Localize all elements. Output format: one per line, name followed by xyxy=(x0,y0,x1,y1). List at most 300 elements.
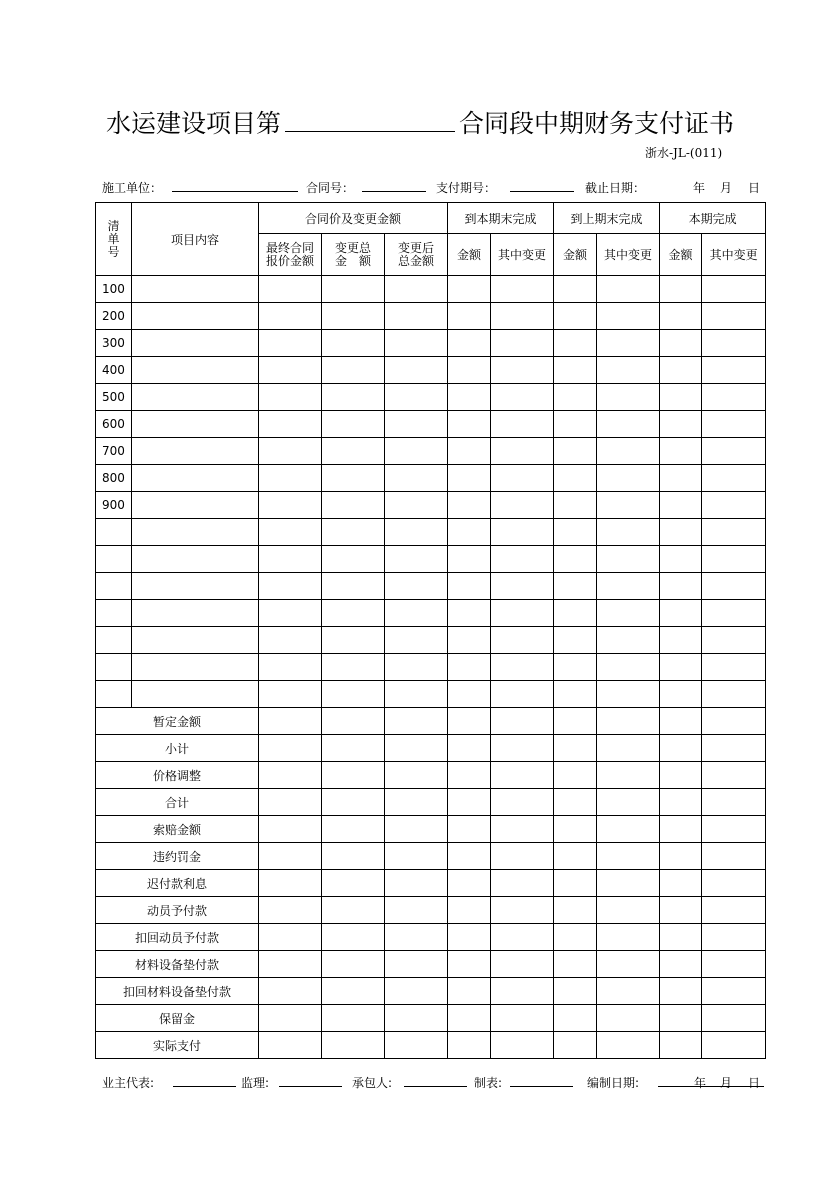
amount-cell[interactable] xyxy=(702,708,766,735)
amount-cell[interactable] xyxy=(259,1005,322,1032)
amount-cell[interactable] xyxy=(259,330,322,357)
amount-cell[interactable] xyxy=(660,546,702,573)
amount-cell[interactable] xyxy=(259,924,322,951)
amount-cell[interactable] xyxy=(554,465,597,492)
amount-cell[interactable] xyxy=(259,870,322,897)
amount-cell[interactable] xyxy=(660,276,702,303)
amount-cell[interactable] xyxy=(554,789,597,816)
amount-cell[interactable] xyxy=(385,951,448,978)
item-content-cell[interactable] xyxy=(132,357,259,384)
amount-cell[interactable] xyxy=(554,519,597,546)
amount-cell[interactable] xyxy=(322,816,385,843)
amount-cell[interactable] xyxy=(322,303,385,330)
col-item-no-header xyxy=(96,203,132,276)
summary-row xyxy=(96,708,766,735)
amount-cell[interactable] xyxy=(448,924,491,951)
amount-cell[interactable] xyxy=(597,978,660,1005)
amount-cell[interactable] xyxy=(385,681,448,708)
amount-cell[interactable] xyxy=(660,870,702,897)
item-content-cell[interactable] xyxy=(132,330,259,357)
amount-cell[interactable] xyxy=(660,465,702,492)
amount-cell[interactable] xyxy=(385,411,448,438)
amount-cell[interactable] xyxy=(702,789,766,816)
amount-cell[interactable] xyxy=(597,870,660,897)
amount-cell[interactable] xyxy=(322,357,385,384)
amount-cell[interactable] xyxy=(660,573,702,600)
amount-cell[interactable] xyxy=(448,1032,491,1059)
amount-cell[interactable] xyxy=(554,924,597,951)
amount-cell[interactable] xyxy=(554,870,597,897)
amount-cell[interactable] xyxy=(597,762,660,789)
amount-cell[interactable] xyxy=(554,816,597,843)
amount-cell[interactable] xyxy=(259,438,322,465)
amount-cell[interactable] xyxy=(385,843,448,870)
prepared-by-field[interactable] xyxy=(510,1074,573,1087)
amount-cell[interactable] xyxy=(322,897,385,924)
amount-cell[interactable] xyxy=(597,708,660,735)
amount-cell[interactable] xyxy=(554,951,597,978)
sub-after-change-line1: 变更后 xyxy=(398,240,435,255)
amount-cell[interactable] xyxy=(702,1005,766,1032)
amount-cell[interactable] xyxy=(491,276,554,303)
amount-cell[interactable] xyxy=(554,276,597,303)
amount-cell[interactable] xyxy=(702,870,766,897)
amount-cell[interactable] xyxy=(660,789,702,816)
amount-cell[interactable] xyxy=(597,924,660,951)
amount-cell[interactable] xyxy=(491,1005,554,1032)
amount-cell[interactable] xyxy=(702,492,766,519)
amount-cell[interactable] xyxy=(491,735,554,762)
amount-cell[interactable] xyxy=(660,978,702,1005)
amount-cell[interactable] xyxy=(259,978,322,1005)
amount-cell[interactable] xyxy=(259,492,322,519)
amount-cell[interactable] xyxy=(702,465,766,492)
amount-cell[interactable] xyxy=(448,546,491,573)
amount-cell[interactable] xyxy=(259,357,322,384)
amount-cell[interactable] xyxy=(491,600,554,627)
item-content-cell[interactable] xyxy=(132,546,259,573)
amount-cell[interactable] xyxy=(322,492,385,519)
amount-cell[interactable] xyxy=(702,816,766,843)
sub-change-total xyxy=(322,234,385,276)
amount-cell[interactable] xyxy=(448,708,491,735)
amount-cell[interactable] xyxy=(259,951,322,978)
amount-cell[interactable] xyxy=(448,843,491,870)
amount-cell[interactable] xyxy=(491,546,554,573)
amount-cell[interactable] xyxy=(448,411,491,438)
amount-cell[interactable] xyxy=(322,465,385,492)
amount-cell[interactable] xyxy=(660,843,702,870)
amount-cell[interactable] xyxy=(259,789,322,816)
amount-cell[interactable] xyxy=(259,573,322,600)
amount-cell[interactable] xyxy=(448,573,491,600)
amount-cell[interactable] xyxy=(385,627,448,654)
amount-cell[interactable] xyxy=(660,654,702,681)
item-content-cell[interactable] xyxy=(132,411,259,438)
amount-cell[interactable] xyxy=(660,951,702,978)
amount-cell[interactable] xyxy=(385,357,448,384)
item-no-cell: 400 xyxy=(96,357,132,384)
amount-cell[interactable] xyxy=(385,303,448,330)
amount-cell[interactable] xyxy=(554,897,597,924)
amount-cell[interactable] xyxy=(702,924,766,951)
item-content-cell[interactable] xyxy=(132,276,259,303)
amount-cell[interactable] xyxy=(660,384,702,411)
cutoff-month: 月 xyxy=(720,181,733,195)
amount-cell[interactable] xyxy=(322,1032,385,1059)
amount-cell[interactable] xyxy=(660,708,702,735)
amount-cell[interactable] xyxy=(702,276,766,303)
amount-cell[interactable] xyxy=(702,978,766,1005)
amount-cell[interactable] xyxy=(259,816,322,843)
amount-cell[interactable] xyxy=(660,1005,702,1032)
amount-cell[interactable] xyxy=(385,978,448,1005)
amount-cell[interactable] xyxy=(259,708,322,735)
amount-cell[interactable] xyxy=(597,411,660,438)
amount-cell[interactable] xyxy=(702,951,766,978)
amount-cell[interactable] xyxy=(385,789,448,816)
amount-cell[interactable] xyxy=(491,654,554,681)
item-content-cell[interactable] xyxy=(132,627,259,654)
amount-cell[interactable] xyxy=(322,951,385,978)
amount-cell[interactable] xyxy=(322,654,385,681)
amount-cell[interactable] xyxy=(448,681,491,708)
item-content-cell[interactable] xyxy=(132,465,259,492)
amount-cell[interactable] xyxy=(448,762,491,789)
amount-cell[interactable] xyxy=(385,573,448,600)
amount-cell[interactable] xyxy=(491,573,554,600)
amount-cell[interactable] xyxy=(322,735,385,762)
amount-cell[interactable] xyxy=(491,870,554,897)
amount-cell[interactable] xyxy=(597,438,660,465)
amount-cell[interactable] xyxy=(660,492,702,519)
amount-cell[interactable] xyxy=(491,924,554,951)
amount-cell[interactable] xyxy=(597,735,660,762)
amount-cell[interactable] xyxy=(491,357,554,384)
amount-cell[interactable] xyxy=(554,573,597,600)
amount-cell[interactable] xyxy=(597,276,660,303)
amount-cell[interactable] xyxy=(259,411,322,438)
amount-cell[interactable] xyxy=(322,1005,385,1032)
amount-cell[interactable] xyxy=(322,843,385,870)
item-content-cell[interactable] xyxy=(132,384,259,411)
amount-cell[interactable] xyxy=(702,762,766,789)
table-row xyxy=(96,276,766,303)
amount-cell[interactable] xyxy=(259,303,322,330)
contractor-field[interactable] xyxy=(172,179,298,192)
amount-cell[interactable] xyxy=(385,465,448,492)
amount-cell[interactable] xyxy=(448,492,491,519)
amount-cell[interactable] xyxy=(322,627,385,654)
amount-cell[interactable] xyxy=(448,627,491,654)
amount-cell[interactable] xyxy=(491,438,554,465)
amount-cell[interactable] xyxy=(448,330,491,357)
item-content-cell[interactable] xyxy=(132,600,259,627)
amount-cell[interactable] xyxy=(322,870,385,897)
amount-cell[interactable] xyxy=(491,978,554,1005)
amount-cell[interactable] xyxy=(259,681,322,708)
amount-cell[interactable] xyxy=(491,519,554,546)
amount-cell[interactable] xyxy=(322,708,385,735)
amount-cell[interactable] xyxy=(322,978,385,1005)
amount-cell[interactable] xyxy=(259,735,322,762)
amount-cell[interactable] xyxy=(597,951,660,978)
amount-cell[interactable] xyxy=(322,600,385,627)
amount-cell[interactable] xyxy=(597,519,660,546)
amount-cell[interactable] xyxy=(385,870,448,897)
amount-cell[interactable] xyxy=(597,492,660,519)
amount-cell[interactable] xyxy=(385,762,448,789)
amount-cell[interactable] xyxy=(597,465,660,492)
amount-cell[interactable] xyxy=(660,330,702,357)
amount-cell[interactable] xyxy=(702,600,766,627)
item-content-cell[interactable] xyxy=(132,654,259,681)
amount-cell[interactable] xyxy=(554,330,597,357)
amount-cell[interactable] xyxy=(554,438,597,465)
amount-cell[interactable] xyxy=(448,816,491,843)
amount-cell[interactable] xyxy=(660,600,702,627)
amount-cell[interactable] xyxy=(597,384,660,411)
amount-cell[interactable] xyxy=(702,330,766,357)
amount-cell[interactable] xyxy=(448,438,491,465)
amount-cell[interactable] xyxy=(554,735,597,762)
amount-cell[interactable] xyxy=(554,762,597,789)
amount-cell[interactable] xyxy=(385,897,448,924)
amount-cell[interactable] xyxy=(554,411,597,438)
amount-cell[interactable] xyxy=(554,384,597,411)
amount-cell[interactable] xyxy=(322,276,385,303)
contractor-sign-field[interactable] xyxy=(404,1074,467,1087)
amount-cell[interactable] xyxy=(660,627,702,654)
supervisor-field[interactable] xyxy=(279,1074,342,1087)
amount-cell[interactable] xyxy=(660,411,702,438)
amount-cell[interactable] xyxy=(448,789,491,816)
amount-cell[interactable] xyxy=(554,843,597,870)
amount-cell[interactable] xyxy=(259,762,322,789)
amount-cell[interactable] xyxy=(660,519,702,546)
amount-cell[interactable] xyxy=(554,303,597,330)
amount-cell[interactable] xyxy=(702,654,766,681)
amount-cell[interactable] xyxy=(385,708,448,735)
amount-cell[interactable] xyxy=(259,465,322,492)
table-row xyxy=(96,384,766,411)
amount-cell[interactable] xyxy=(597,573,660,600)
amount-cell[interactable] xyxy=(702,681,766,708)
amount-cell[interactable] xyxy=(448,1005,491,1032)
amount-cell[interactable] xyxy=(491,1032,554,1059)
amount-cell[interactable] xyxy=(660,924,702,951)
amount-cell[interactable] xyxy=(259,1032,322,1059)
amount-cell[interactable] xyxy=(385,492,448,519)
amount-cell[interactable] xyxy=(491,492,554,519)
amount-cell[interactable] xyxy=(702,627,766,654)
amount-cell[interactable] xyxy=(448,600,491,627)
amount-cell[interactable] xyxy=(554,492,597,519)
amount-cell[interactable] xyxy=(448,951,491,978)
amount-cell[interactable] xyxy=(491,303,554,330)
amount-cell[interactable] xyxy=(554,546,597,573)
amount-cell[interactable] xyxy=(660,681,702,708)
amount-cell[interactable] xyxy=(385,384,448,411)
amount-cell[interactable] xyxy=(448,978,491,1005)
amount-cell[interactable] xyxy=(491,681,554,708)
amount-cell[interactable] xyxy=(491,465,554,492)
amount-cell[interactable] xyxy=(554,1032,597,1059)
item-content-cell[interactable] xyxy=(132,681,259,708)
item-content-cell[interactable] xyxy=(132,519,259,546)
amount-cell[interactable] xyxy=(597,816,660,843)
amount-cell[interactable] xyxy=(597,843,660,870)
amount-cell[interactable] xyxy=(322,924,385,951)
amount-cell[interactable] xyxy=(259,843,322,870)
amount-cell[interactable] xyxy=(554,627,597,654)
amount-cell[interactable] xyxy=(660,762,702,789)
amount-cell[interactable] xyxy=(491,762,554,789)
amount-cell[interactable] xyxy=(491,330,554,357)
amount-cell[interactable] xyxy=(597,1032,660,1059)
amount-cell[interactable] xyxy=(448,357,491,384)
amount-cell[interactable] xyxy=(597,600,660,627)
amount-cell[interactable] xyxy=(448,897,491,924)
amount-cell[interactable] xyxy=(448,870,491,897)
amount-cell[interactable] xyxy=(259,654,322,681)
amount-cell[interactable] xyxy=(385,438,448,465)
amount-cell[interactable] xyxy=(597,681,660,708)
amount-cell[interactable] xyxy=(660,438,702,465)
amount-cell[interactable] xyxy=(491,708,554,735)
amount-cell[interactable] xyxy=(385,654,448,681)
amount-cell[interactable] xyxy=(385,816,448,843)
amount-cell[interactable] xyxy=(259,384,322,411)
table-row xyxy=(96,546,766,573)
amount-cell[interactable] xyxy=(597,654,660,681)
item-content-cell[interactable] xyxy=(132,573,259,600)
prepared-year: 年 xyxy=(694,1076,707,1090)
sub-amount-previous: 金额 xyxy=(554,234,597,276)
amount-cell[interactable] xyxy=(702,843,766,870)
amount-cell[interactable] xyxy=(385,600,448,627)
amount-cell[interactable] xyxy=(554,1005,597,1032)
summary-row xyxy=(96,843,766,870)
amount-cell[interactable] xyxy=(385,1032,448,1059)
amount-cell[interactable] xyxy=(385,330,448,357)
payment-period-field[interactable] xyxy=(510,179,574,192)
summary-label-cell: 索赔金额 xyxy=(96,816,259,843)
amount-cell[interactable] xyxy=(491,843,554,870)
amount-cell[interactable] xyxy=(597,330,660,357)
amount-cell[interactable] xyxy=(597,546,660,573)
item-content-cell[interactable] xyxy=(132,438,259,465)
item-content-cell[interactable] xyxy=(132,492,259,519)
amount-cell[interactable] xyxy=(385,546,448,573)
amount-cell[interactable] xyxy=(660,357,702,384)
amount-cell[interactable] xyxy=(448,384,491,411)
amount-cell[interactable] xyxy=(322,330,385,357)
amount-cell[interactable] xyxy=(702,735,766,762)
amount-cell[interactable] xyxy=(448,735,491,762)
amount-cell[interactable] xyxy=(491,411,554,438)
item-no-cell xyxy=(96,573,132,600)
amount-cell[interactable] xyxy=(660,897,702,924)
amount-cell[interactable] xyxy=(385,519,448,546)
amount-cell[interactable] xyxy=(702,897,766,924)
amount-cell[interactable] xyxy=(597,897,660,924)
amount-cell[interactable] xyxy=(259,519,322,546)
amount-cell[interactable] xyxy=(597,789,660,816)
contract-no-field[interactable] xyxy=(362,179,426,192)
amount-cell[interactable] xyxy=(660,1032,702,1059)
amount-cell[interactable] xyxy=(259,627,322,654)
amount-cell[interactable] xyxy=(322,438,385,465)
amount-cell[interactable] xyxy=(491,384,554,411)
owner-rep-field[interactable] xyxy=(173,1074,236,1087)
amount-cell[interactable] xyxy=(702,384,766,411)
amount-cell[interactable] xyxy=(554,681,597,708)
amount-cell[interactable] xyxy=(554,978,597,1005)
amount-cell[interactable] xyxy=(322,789,385,816)
amount-cell[interactable] xyxy=(554,357,597,384)
amount-cell[interactable] xyxy=(491,951,554,978)
item-content-cell[interactable] xyxy=(132,303,259,330)
amount-cell[interactable] xyxy=(385,276,448,303)
amount-cell[interactable] xyxy=(448,303,491,330)
amount-cell[interactable] xyxy=(385,1005,448,1032)
amount-cell[interactable] xyxy=(491,627,554,654)
summary-label-cell: 暂定金额 xyxy=(96,708,259,735)
amount-cell[interactable] xyxy=(554,654,597,681)
amount-cell[interactable] xyxy=(702,546,766,573)
amount-cell[interactable] xyxy=(491,816,554,843)
amount-cell[interactable] xyxy=(702,357,766,384)
amount-cell[interactable] xyxy=(702,573,766,600)
amount-cell[interactable] xyxy=(597,627,660,654)
amount-cell[interactable] xyxy=(259,897,322,924)
amount-cell[interactable] xyxy=(702,1032,766,1059)
amount-cell[interactable] xyxy=(702,303,766,330)
amount-cell[interactable] xyxy=(448,519,491,546)
amount-cell[interactable] xyxy=(385,924,448,951)
amount-cell[interactable] xyxy=(385,735,448,762)
amount-cell[interactable] xyxy=(554,708,597,735)
amount-cell[interactable] xyxy=(322,546,385,573)
amount-cell[interactable] xyxy=(322,519,385,546)
amount-cell[interactable] xyxy=(702,438,766,465)
amount-cell[interactable] xyxy=(322,762,385,789)
amount-cell[interactable] xyxy=(322,411,385,438)
amount-cell[interactable] xyxy=(597,357,660,384)
amount-cell[interactable] xyxy=(448,276,491,303)
sub-change-current: 其中变更 xyxy=(491,234,554,276)
amount-cell[interactable] xyxy=(448,654,491,681)
amount-cell[interactable] xyxy=(660,735,702,762)
amount-cell[interactable] xyxy=(597,1005,660,1032)
amount-cell[interactable] xyxy=(259,276,322,303)
amount-cell[interactable] xyxy=(322,573,385,600)
amount-cell[interactable] xyxy=(259,546,322,573)
amount-cell[interactable] xyxy=(259,600,322,627)
amount-cell[interactable] xyxy=(702,519,766,546)
amount-cell[interactable] xyxy=(322,681,385,708)
amount-cell[interactable] xyxy=(597,303,660,330)
amount-cell[interactable] xyxy=(554,600,597,627)
amount-cell[interactable] xyxy=(322,384,385,411)
amount-cell[interactable] xyxy=(491,789,554,816)
amount-cell[interactable] xyxy=(702,411,766,438)
amount-cell[interactable] xyxy=(660,303,702,330)
amount-cell[interactable] xyxy=(660,816,702,843)
amount-cell[interactable] xyxy=(491,897,554,924)
amount-cell[interactable] xyxy=(448,465,491,492)
